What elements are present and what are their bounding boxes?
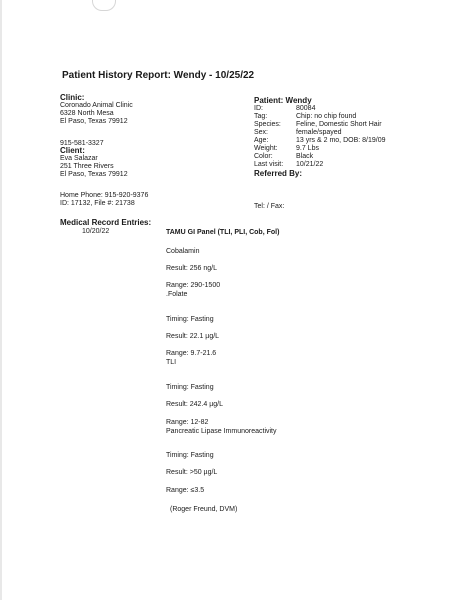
report-title: Patient History Report: Wendy - 10/25/22: [62, 70, 255, 81]
panel-title: TAMU GI Panel (TLI, PLI, Cob, Fol): [166, 229, 280, 236]
client-address1: 251 Three Rivers: [60, 163, 114, 170]
pli-result: Result: >50 µg/L: [166, 469, 218, 476]
patient-row: Weight: 9.7 Lbs: [254, 145, 319, 152]
record-date: 10/20/22: [82, 228, 110, 235]
client-heading: Client:: [60, 146, 85, 155]
client-block: [60, 146, 128, 179]
pli-label: Pancreatic Lipase Immunoreactivity: [166, 428, 277, 435]
client-id-file: ID: 17132, File #: 21738: [60, 200, 135, 207]
cobalamin-result: Result: 256 ng/L: [166, 265, 217, 272]
cobalamin-label: Cobalamin: [166, 248, 200, 255]
pen-mark: [92, 0, 116, 11]
tli-timing: Timing: Fasting: [166, 384, 214, 391]
client-home-phone: Home Phone: 915-920-9376: [60, 192, 149, 199]
clinic-heading: Clinic:: [60, 93, 85, 102]
tli-result: Result: 242.4 µg/L: [166, 401, 223, 408]
tli-range: Range: 12-82: [166, 419, 209, 426]
cobalamin-range: Range: 290-1500: [166, 282, 221, 289]
client-name: Eva Salazar: [60, 155, 98, 162]
folate-label: .Folate: [166, 291, 188, 298]
pli-timing: Timing: Fasting: [166, 452, 214, 459]
clinic-address2: El Paso, Texas 79912: [60, 118, 128, 125]
clinic-address1: 6328 North Mesa: [60, 110, 114, 117]
patient-row: Tag: Chip: no chip found: [254, 113, 357, 120]
patient-row: Color: Black: [254, 153, 314, 160]
scan-edge: [0, 0, 2, 600]
patient-row: Age: 13 yrs & 2 mo, DOB: 8/19/09: [254, 137, 386, 144]
patient-row: Species: Feline, Domestic Short Hair: [254, 121, 382, 128]
clinic-phone: 915-581-3327: [60, 140, 104, 147]
client-address2: El Paso, Texas 79912: [60, 171, 128, 178]
client-contact: [60, 192, 148, 208]
clinic-name: Coronado Animal Clinic: [60, 102, 133, 109]
folate-result: Result: 22.1 µg/L: [166, 333, 220, 340]
patient-row: Last visit: 10/21/22: [254, 161, 324, 168]
tli-label: TLI: [166, 359, 177, 366]
patient-heading: Patient: Wendy: [254, 96, 312, 105]
folate-range: Range: 9.7-21.6: [166, 350, 217, 357]
records-heading: Medical Record Entries:: [60, 218, 152, 227]
pli-range: Range: ≤3.5: [166, 487, 205, 494]
patient-row: Sex: female/spayed: [254, 129, 342, 136]
signature: (Roger Freund, DVM): [170, 506, 238, 513]
patient-block: [254, 96, 386, 178]
clinic-block: [60, 93, 133, 126]
tel-fax-line: Tel: / Fax:: [254, 203, 285, 210]
folate-timing: Timing: Fasting: [166, 316, 214, 323]
referred-by-label: Referred By:: [254, 169, 303, 178]
patient-row: ID: 80084: [254, 105, 316, 112]
